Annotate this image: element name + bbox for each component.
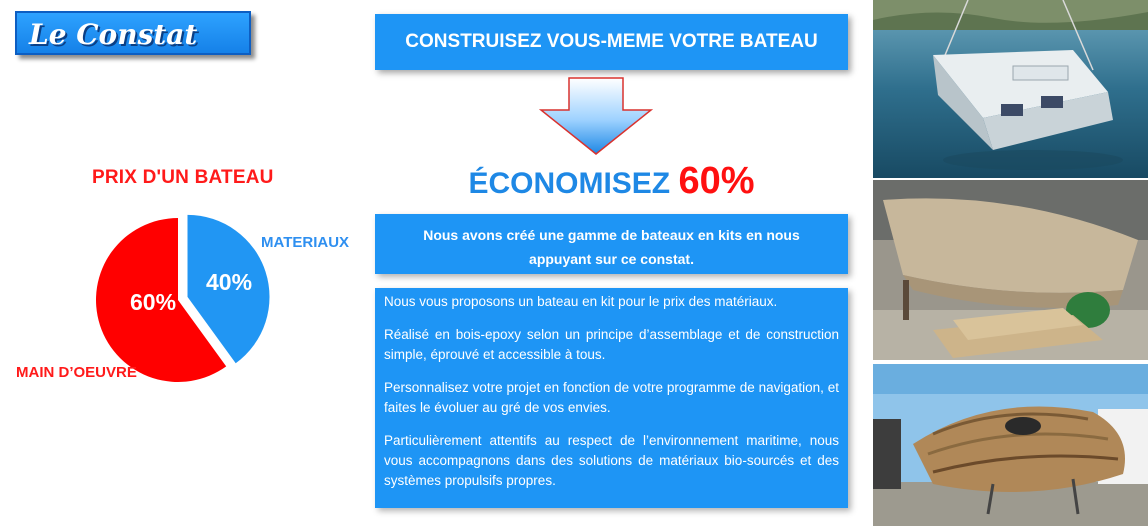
description-box xyxy=(375,288,848,508)
section-title-badge xyxy=(15,11,251,55)
wooden-boat-photo xyxy=(873,364,1148,526)
pie-label-main-doeuvre-pct: 60% xyxy=(130,289,177,315)
catamaran-photo xyxy=(873,0,1148,178)
kit-range-text: Nous avons créé une gamme de bateaux en kits en nous appuyant sur ce constat. xyxy=(423,227,800,267)
economy-percent: 60% xyxy=(678,160,755,202)
headline-banner xyxy=(375,14,848,70)
headline-text: CONSTRUISEZ VOUS-MEME VOTRE BATEAU xyxy=(405,31,818,52)
description-paragraph-3: Personnalisez votre projet en fonction de votre programme de navigation, et faites le évoluer au gré de vos envies. xyxy=(384,380,839,415)
description-paragraph-1: Nous vous proposons un bateau en kit pour le prix des matériaux. xyxy=(384,294,778,309)
kit-range-box xyxy=(375,214,848,274)
pie-title: PRIX D'UN BATEAU xyxy=(92,167,274,188)
economy-prefix: ÉCONOMISEZ xyxy=(468,167,671,200)
section-title: Le Constat xyxy=(29,18,198,51)
economy-headline xyxy=(375,160,848,203)
price-pie-chart xyxy=(90,210,270,390)
down-arrow-icon xyxy=(537,76,655,156)
description-paragraph-4: Particulièrement attentifs au respect de l’environnement maritime, nous vous accompagnons dans des solutions de matériaux bio-sourcés et des systèmes propulsifs propres. xyxy=(384,433,839,488)
pie-label-materiaux-pct: 40% xyxy=(206,269,253,295)
hull-construction-photo xyxy=(873,180,1148,360)
legend-main-doeuvre: MAIN D’OEUVRE xyxy=(16,364,137,381)
legend-materiaux: MATERIAUX xyxy=(261,234,350,251)
description-paragraph-2: Réalisé en bois-epoxy selon un principe d’assemblage et de construction simple, éprouvé et accessible à tous. xyxy=(384,327,839,362)
